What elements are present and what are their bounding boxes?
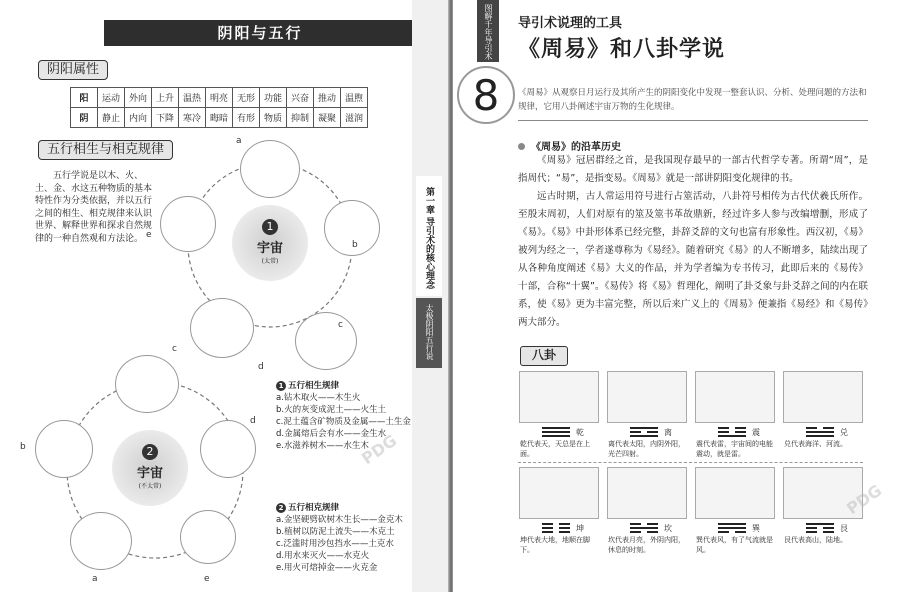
trigram-symbol	[630, 523, 658, 535]
page-title: 《周易》和八卦学说	[518, 37, 726, 62]
table-cell: 滋润	[341, 108, 368, 128]
trigram-caption: 震代表雷，宇宙间的电能震动，就是雷。	[696, 440, 773, 458]
legend-item: a.金坚硬劈砍树木生长——金克木	[276, 515, 403, 525]
table-cell: 内向	[125, 108, 152, 128]
lake-illustration	[783, 371, 863, 423]
trigram-caption: 离代表太阳，内阴外阳，光芒四射。	[608, 440, 685, 458]
trigram-divider	[518, 462, 863, 463]
cycle-label: b	[20, 442, 26, 452]
chapter-banner: 阴阳与五行	[104, 20, 416, 46]
divider	[518, 120, 868, 121]
watermark: PDG	[842, 480, 886, 519]
water-fire-illustration	[200, 420, 256, 478]
legend-item: d.用水来灭火——水克火	[276, 551, 370, 561]
table-cell: 明亮	[206, 88, 233, 108]
table-cell: 抑制	[287, 108, 314, 128]
table-cell: 温热	[179, 88, 206, 108]
table-cell: 温煦	[341, 88, 368, 108]
legend-item: e.用火可熔掉金——火克金	[276, 563, 378, 573]
yinyang-table	[70, 87, 368, 128]
trigram-name: 震	[752, 428, 760, 437]
trigram-symbol	[806, 523, 834, 535]
super-title: 导引术说理的工具	[518, 16, 623, 31]
wuxing-description: 五行学说是以木、火、土、金、水这五种物质的基本特性作为分类依据，并以五行之间的相生、相克规律来认识世界、解释世界和探求自然规律的一种自然观和方法论。	[35, 171, 153, 244]
table-cell: 凝聚	[314, 108, 341, 128]
sky-illustration	[519, 371, 599, 423]
legend-heading	[276, 502, 411, 514]
table-cell: 功能	[260, 88, 287, 108]
earth-metal-illustration	[295, 312, 357, 370]
legend-title: 五行相克规律	[288, 503, 340, 513]
trigram-kun	[518, 467, 600, 573]
cycle-label: c	[338, 320, 343, 330]
bagua-heading: 八卦	[520, 346, 568, 366]
legend-item: e.水滋养树木——水生木	[276, 441, 369, 451]
earth-illustration	[519, 467, 599, 519]
wind-illustration	[695, 467, 775, 519]
table-cell: 上升	[152, 88, 179, 108]
table-cell: 阳	[71, 88, 98, 108]
trigram-symbol	[718, 523, 746, 535]
table-cell: 外向	[125, 88, 152, 108]
center-subtitle: (不太常)	[138, 483, 162, 490]
table-cell: 阴	[71, 108, 98, 128]
trigram-name: 乾	[576, 428, 584, 437]
legend-item: a.钻木取火——木生火	[276, 393, 361, 403]
cycle-label: e	[204, 574, 210, 584]
molten-metal-illustration	[190, 298, 254, 358]
cycle-label: d	[258, 362, 264, 372]
center-title: 宇宙	[256, 241, 283, 256]
moon-illustration	[607, 467, 687, 519]
trigram-symbol	[806, 427, 834, 439]
chapter-number: 8	[457, 66, 515, 124]
table-cell: 无形	[233, 88, 260, 108]
trigram-name: 离	[664, 428, 672, 437]
center-subtitle: (太常)	[261, 258, 279, 265]
fire-wood-illustration	[240, 140, 300, 198]
center-number: 2	[142, 444, 158, 460]
trigram-gen	[782, 467, 864, 573]
legend-item: d.金属熔后会有水——金生水	[276, 429, 387, 439]
trigram-xun	[694, 467, 776, 573]
center-number: 1	[262, 219, 278, 235]
trigram-symbol	[542, 523, 570, 535]
table-cell: 推动	[314, 88, 341, 108]
table-cell: 静止	[98, 108, 125, 128]
ke-legend	[276, 502, 411, 574]
trigram-symbol	[630, 427, 658, 439]
legend-item: c.泛滥时用沙包挡水——土克水	[276, 539, 394, 549]
legend-title: 五行相生规律	[288, 381, 340, 391]
legend-number: 2	[276, 503, 286, 513]
table-cell: 运动	[98, 88, 125, 108]
trigram-caption: 乾代表天，天总是在上面。	[520, 440, 590, 458]
center-disc-2	[112, 430, 188, 506]
table-row	[71, 88, 368, 108]
cycle-label: e	[146, 230, 152, 240]
trigram-name: 坎	[664, 524, 672, 533]
cycle-label: d	[250, 416, 256, 426]
table-cell: 有形	[233, 108, 260, 128]
trigram-name: 艮	[840, 524, 848, 533]
paragraph-2: 远古时期，古人常运用符号进行占筮活动，八卦符号相传为古代伏羲氏所作。至殷末周初，人们对原有的筮及筮书革故鼎新，经过许多人参与改编增删，形成了《易》。《易》中卦形体系已经完整，卦辞爻辞的文句也富有形象性。西汉初，《易》被列为经之一，学者遂尊称为《易经》。随着研究《易》的人不断增多，陆续出现了从各种角度阐述《易》大义的作品，并为学者编为专书传习，此即后来的《易传》十部，合称“十翼”。《易传》将《易》哲理化，阐明了卦爻象与卦爻辞之间的内在联系，使《易》更为丰富完整，所以后来广义上的《周易》便兼指《易经》和《易传》两大部分。	[518, 191, 868, 328]
trigram-caption: 巽代表风，有了气流就是风。	[696, 536, 773, 554]
section-heading: 《周易》的沿革历史	[518, 138, 621, 153]
table-cell: 晦暗	[206, 108, 233, 128]
paragraph-1: 《周易》冠居群经之首，是我国现存最早的一部古代哲学专著。所谓“周”，是指周代；“易”，是指变易。《周易》就是一部讲阴阳变化规律的书。	[518, 155, 868, 184]
cycle-label: c	[172, 344, 177, 354]
watermark: PDG	[357, 430, 401, 469]
cycle-label: a	[236, 136, 242, 146]
wuxing-title: 五行相生与相克规律	[38, 140, 173, 160]
trigram-caption: 兑代表海洋、河流。	[784, 440, 847, 448]
trigram-name: 兑	[840, 428, 848, 437]
chapter-tab-strip	[412, 0, 450, 592]
legend-item: b.植树以防泥土流失——木克土	[276, 527, 395, 537]
table-cell: 兴奋	[287, 88, 314, 108]
cycle-label: b	[352, 240, 358, 250]
center-title: 宇宙	[136, 466, 163, 481]
table-cell: 下降	[152, 108, 179, 128]
chapter-tab[interactable]: 第一章 导引术的核心理念	[416, 176, 442, 296]
intro-text: 《周易》从观察日月运行及其所产生的阴阳变化中发现一整套认识、分析、处理问题的方法和规律，它用八卦阐述宇宙万物的生化规律。	[518, 88, 867, 112]
fire-metal-illustration	[180, 510, 236, 564]
legend-number: 1	[276, 381, 286, 391]
trigram-caption: 艮代表高山，陆地。	[784, 536, 847, 544]
trigram-name: 坤	[576, 524, 584, 533]
yinyang-title: 阴阳属性	[38, 60, 108, 80]
axe-tree-illustration	[70, 512, 132, 570]
legend-item: c.泥土蕴含矿物质及金属——土生金	[276, 417, 411, 427]
trigram-symbol	[718, 427, 746, 439]
center-disc-1	[232, 205, 308, 281]
table-cell: 物质	[260, 108, 287, 128]
legend-item: b.火的灰变成泥土——火生土	[276, 405, 387, 415]
tree-soil-illustration	[35, 420, 93, 478]
trigram-name: 巽	[752, 524, 760, 533]
sun-illustration	[607, 371, 687, 423]
series-strip: 图解千年导引术	[477, 0, 499, 62]
trigram-caption: 坤代表大地，地顺在脚下。	[520, 536, 590, 554]
sandbag-illustration	[115, 355, 179, 413]
legend-heading	[276, 380, 411, 392]
trigram-symbol	[542, 427, 570, 439]
trigram-caption: 坎代表月亮，外阴内阳，休息的时刻。	[608, 536, 685, 554]
cycle-label: a	[92, 574, 98, 584]
water-tree-illustration	[160, 196, 216, 252]
section-tab[interactable]: 太极阴阳五行说	[416, 298, 442, 368]
table-cell: 寒冷	[179, 108, 206, 128]
thunder-illustration	[695, 371, 775, 423]
trigram-kan	[606, 467, 688, 573]
